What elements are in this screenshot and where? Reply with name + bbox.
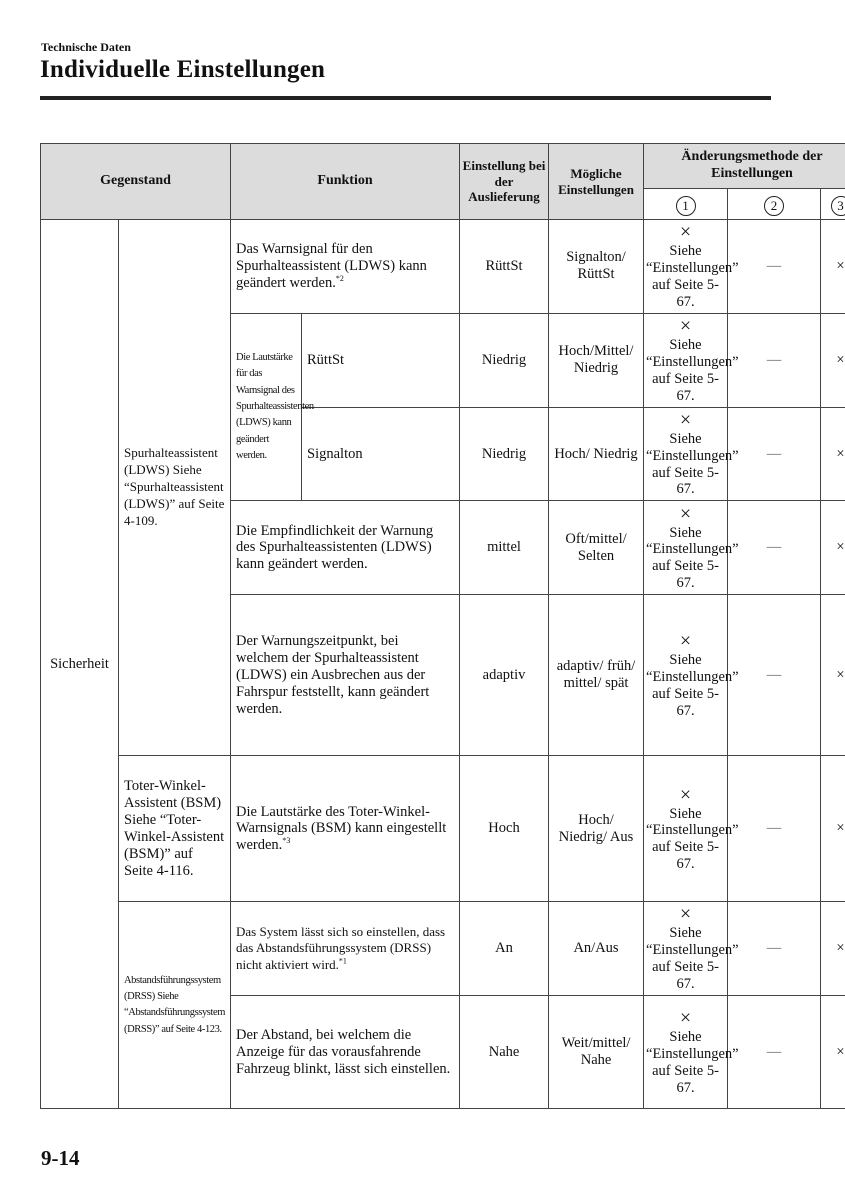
options-cell: Signalton/ RüttSt [549, 220, 644, 314]
method-1-cell: × Siehe “Einstellungen” auf Seite 5-67. [644, 595, 728, 756]
sub-setting-cell: Signalton [302, 407, 460, 501]
dash-icon: — [728, 501, 821, 595]
table-row [41, 756, 845, 902]
table-row [41, 220, 845, 314]
item-cell: Toter-Winkel-Assistent (BSM) Siehe “Toter-Winkel-Assistent (BSM)” auf Seite 4-116. [119, 756, 231, 902]
method-1-cell: × Siehe “Einstellungen” auf Seite 5-67. [644, 407, 728, 501]
function-cell: Die Lautstärke des Toter-Winkel-Warnsignals (BSM) kann eingestellt werden.$^{*3}$ [231, 756, 460, 902]
dash-icon: — [728, 902, 821, 996]
options-cell: Weit/mittel/ Nahe [549, 996, 644, 1109]
cross-icon: × [679, 408, 692, 431]
default-cell: Niedrig [460, 407, 549, 501]
settings-table [40, 143, 845, 1109]
header-function: Funktion [231, 144, 460, 220]
function-cell: Die Lautstärke für das Warnsignal des Spurhalteassistenten (LDWS) kann geändert werden. [231, 313, 302, 501]
cross-icon: × [821, 501, 845, 595]
default-cell: Nahe [460, 996, 549, 1109]
header-method: Änderungsmethode der Einstellungen [644, 144, 845, 189]
dash-icon: — [728, 756, 821, 902]
default-cell: mittel [460, 501, 549, 595]
cross-icon: × [821, 313, 845, 407]
section-label: Technische Daten [41, 40, 131, 54]
dash-icon: — [728, 996, 821, 1109]
options-cell: Hoch/ Niedrig [549, 407, 644, 501]
default-cell: An [460, 902, 549, 996]
function-cell: Das Warnsignal für den Spurhalteassistent (LDWS) kann geändert werden.$^{*2}$ [231, 220, 460, 314]
method-1-cell: × Siehe “Einstellungen” auf Seite 5-67. [644, 501, 728, 595]
dash-icon: — [728, 313, 821, 407]
header-default: Einstellung bei der Auslieferung [460, 144, 549, 220]
options-cell: Hoch/Mittel/ Niedrig [549, 313, 644, 407]
header-options: Mögliche Einstellungen [549, 144, 644, 220]
function-cell: Die Empfindlichkeit der Warnung des Spurhalteassistenten (LDWS) kann geändert werden. [231, 501, 460, 595]
default-cell: RüttSt [460, 220, 549, 314]
function-cell: Der Abstand, bei welchem die Anzeige für das vorausfahrende Fahrzeug blinkt, lässt sich einstellen. [231, 996, 460, 1109]
options-cell: An/Aus [549, 902, 644, 996]
title-rule [40, 96, 771, 100]
sub-setting-cell: RüttSt [302, 313, 460, 407]
default-cell: adaptiv [460, 595, 549, 756]
cross-icon: × [821, 220, 845, 314]
dash-icon: — [728, 407, 821, 501]
function-cell: Der Warnungszeitpunkt, bei welchem der Spurhalteassistent (LDWS) ein Ausbrechen aus der Fahrspur feststellt, kann geändert werden. [231, 595, 460, 756]
options-cell: Oft/mittel/ Selten [549, 501, 644, 595]
header-method-1: 1 [644, 189, 728, 220]
cross-icon: × [821, 902, 845, 996]
item-cell: Spurhalteassistent (LDWS) Siehe “Spurhalteassistent (LDWS)” auf Seite 4-109. [119, 220, 231, 756]
default-cell: Niedrig [460, 313, 549, 407]
cross-icon: × [679, 1006, 692, 1029]
page-number: 9-14 [41, 1146, 80, 1170]
method-1-cell: × Siehe “Einstellungen” auf Seite 5-67. [644, 220, 728, 314]
header-item: Gegenstand [41, 144, 231, 220]
method-1-cell: × Siehe “Einstellungen” auf Seite 5-67. [644, 313, 728, 407]
method-1-cell: × Siehe “Einstellungen” auf Seite 5-67. [644, 756, 728, 902]
dash-icon: — [728, 595, 821, 756]
cross-icon: × [821, 407, 845, 501]
dash-icon: — [728, 220, 821, 314]
cross-icon: × [821, 756, 845, 902]
default-cell: Hoch [460, 756, 549, 902]
header-method-2: 2 [728, 189, 821, 220]
cross-icon: × [821, 595, 845, 756]
cross-icon: × [679, 221, 692, 243]
cross-icon: × [679, 903, 692, 926]
cross-icon: × [679, 783, 692, 806]
cross-icon: × [679, 630, 692, 653]
cross-icon: × [679, 502, 692, 525]
method-1-cell: × Siehe “Einstellungen” auf Seite 5-67. [644, 902, 728, 996]
category-cell: Sicherheit [41, 220, 119, 1109]
options-cell: Hoch/ Niedrig/ Aus [549, 756, 644, 902]
header-method-3: 3 [821, 189, 845, 220]
page-title: Individuelle Einstellungen [40, 56, 326, 83]
item-cell: Abstandsführungssystem (DRSS) Siehe “Abstandsführungssystem (DRSS)” auf Seite 4-123. [119, 902, 231, 1109]
cross-icon: × [679, 314, 692, 337]
function-cell: Das System lässt sich so einstellen, dass das Abstandsführungssystem (DRSS) nicht aktiviert wird.$^{*1}$ [231, 902, 460, 996]
cross-icon: × [821, 996, 845, 1109]
table-row [41, 902, 845, 996]
method-1-cell: × Siehe “Einstellungen” auf Seite 5-67. [644, 996, 728, 1109]
options-cell: adaptiv/ früh/ mittel/ spät [549, 595, 644, 756]
